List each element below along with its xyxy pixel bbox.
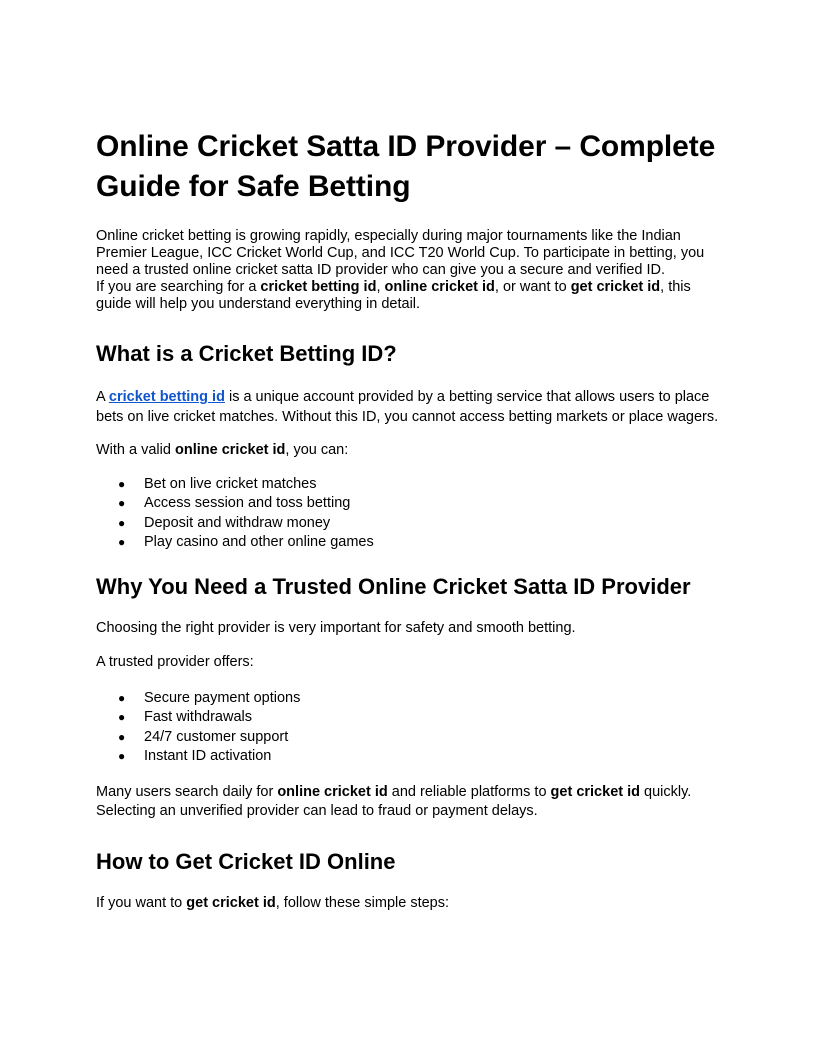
list-item: ● Secure payment options: [96, 689, 720, 709]
bullet-icon: ●: [118, 690, 126, 705]
section-heading-what-is: What is a Cricket Betting ID?: [96, 341, 397, 366]
list-item: ● Bet on live cricket matches: [96, 475, 720, 495]
features-list: [96, 475, 720, 553]
provider-benefits-list: [96, 689, 720, 767]
section-heading-how-to-get: How to Get Cricket ID Online: [96, 848, 396, 874]
keyword-online-cricket-id: online cricket id: [277, 783, 388, 800]
list-item: ● Deposit and withdraw money: [96, 514, 720, 534]
list-item: ● 24/7 customer support: [96, 728, 720, 748]
keyword-cricket-betting-id: cricket betting id: [260, 279, 377, 295]
keyword-get-cricket-id: get cricket id: [550, 783, 640, 800]
how-to-paragraph: If you want to get cricket id, follow these simple steps:: [96, 894, 450, 911]
users-search-paragraph: Many users search daily for online cricket id and reliable platforms to get cricket id quickly. Selecting an unverified provider can lead to fraud or payment delays.: [96, 783, 692, 819]
keyword-online-cricket-id: online cricket id: [384, 279, 495, 295]
keyword-get-cricket-id: get cricket id: [570, 279, 661, 295]
intro-text: Online cricket betting is growing rapidly, especially during major tournaments like the Indian Premier League, ICC Cricket World Cup, and ICC T20 World Cup. To participate in betting, you need a trusted online cricket satta ID provider who can give you a secure and verified ID.: [96, 228, 705, 278]
choosing-paragraph: Choosing the right provider is very important for safety and smooth betting.: [96, 619, 576, 636]
bullet-icon: ●: [118, 496, 126, 510]
bullet-icon: ●: [118, 729, 126, 744]
provider-offers-paragraph: A trusted provider offers:: [96, 654, 254, 670]
bullet-icon: ●: [118, 535, 126, 549]
list-item: ● Instant ID activation: [96, 747, 720, 767]
document-title: Online Cricket Satta ID Provider – Complete Guide for Safe Betting: [96, 130, 716, 203]
bullet-icon: ●: [118, 476, 126, 491]
list-item: ● Play casino and other online games: [96, 533, 720, 553]
list-item: ● Access session and toss betting: [96, 494, 720, 514]
bullet-icon: ●: [118, 749, 126, 763]
intro-paragraph: Online cricket betting is growing rapidly, especially during major tournaments like the Indian Premier League, ICC Cricket World Cup, and ICC T20 World Cup. To participate in betting, you need a trusted online cricket satta ID provider who can give you a secure and verified ID. If you are searching for a cricket betting id, online cricket id, or want to get cricket id, this guide will help you understand everything in detail.: [96, 228, 705, 312]
keyword-get-cricket-id: get cricket id: [186, 894, 276, 911]
cricket-betting-id-link[interactable]: cricket betting id: [108, 389, 225, 405]
keyword-online-cricket-id: online cricket id: [174, 442, 286, 458]
valid-id-paragraph: With a valid online cricket id, you can:: [96, 442, 349, 458]
list-item: ● Fast withdrawals: [96, 708, 720, 728]
bullet-icon: ●: [118, 710, 126, 724]
what-is-paragraph: A cricket betting id is a unique account provided by a betting service that allows users to place bets on live cricket matches. Without this ID, you cannot access betting markets or place wagers.: [96, 389, 719, 425]
bullet-icon: ●: [118, 515, 126, 530]
section-heading-why-trusted: Why You Need a Trusted Online Cricket Satta ID Provider: [96, 573, 691, 599]
document-page: [96, 127, 720, 913]
